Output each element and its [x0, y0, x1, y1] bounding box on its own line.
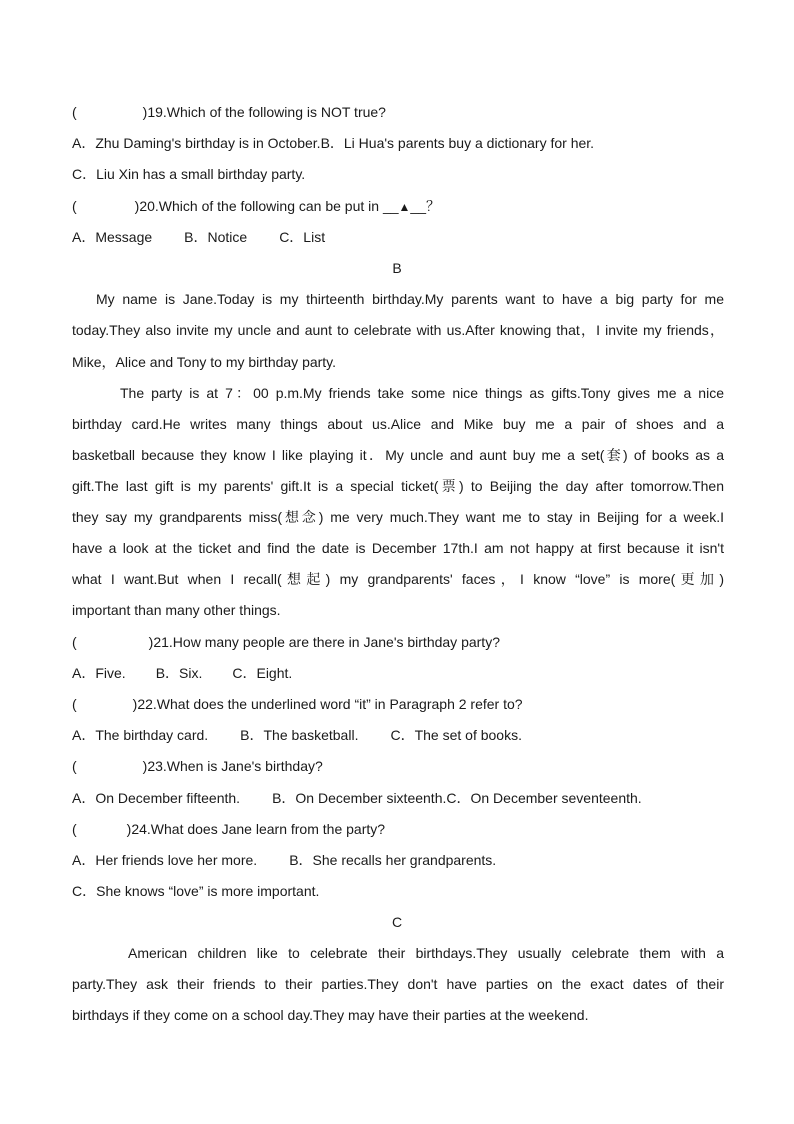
option-c: C．The set of books.	[390, 727, 522, 743]
option-c: C．She knows “love” is more important.	[72, 883, 320, 899]
option-c: C．Eight.	[232, 665, 293, 681]
option-c: C．List	[279, 229, 326, 245]
question-24-options-row-1	[72, 850, 724, 870]
question-21	[72, 632, 724, 652]
option-b: B．Notice	[184, 229, 248, 245]
question-stem: )23.When is Jane's birthday?	[142, 758, 323, 774]
passage-b-line: basketball because they know I like playing it．My uncle and aunt buy me a set(套) of books as a	[72, 447, 724, 463]
blank-left: __	[382, 198, 399, 214]
answer-paren-open: (	[72, 696, 77, 712]
option-a: A．On December fifteenth.	[72, 790, 241, 806]
question-22-options	[72, 725, 724, 745]
blank-right: __	[410, 198, 426, 214]
question-19-options-row-1	[72, 133, 724, 153]
option-b: B．Six.	[155, 665, 203, 681]
option-b: B．On December sixteenth.	[272, 790, 447, 806]
question-22	[72, 694, 724, 714]
passage-b-line: birthday card.He writes many things about us.Alice and Mike buy me a pair of shoes and a	[72, 416, 724, 432]
question-20-options	[72, 227, 724, 247]
option-c: C．Liu Xin has a small birthday party.	[72, 166, 306, 182]
question-20	[72, 196, 724, 217]
option-a: A．Zhu Daming's birthday is in October.	[72, 135, 321, 151]
option-a: A．Her friends love her more.	[72, 852, 258, 868]
passage-b-line: what I want.But when I recall(想起) my grandparents' faces，I know “love” is more(更加)	[72, 571, 724, 587]
option-a: A．Message	[72, 229, 153, 245]
passage-c-line: party.They ask their friends to their parties.They don't have parties on the exact dates of their	[72, 976, 724, 992]
passage-b-line: have a look at the ticket and find the date is December 17th.I am not happy at first because it isn't	[72, 540, 724, 556]
answer-paren-open: (	[72, 104, 77, 120]
section-b-heading: B	[392, 260, 402, 276]
question-24-options-row-2	[72, 881, 724, 901]
passage-b-line: today.They also invite my uncle and aunt to celebrate with us.After knowing that，I invite my friends，	[72, 322, 724, 338]
passage-b-line: The party is at 7：00 p.m.My friends take some nice things as gifts.Tony gives me a nice	[120, 385, 724, 401]
option-a: A．The birthday card.	[72, 727, 209, 743]
question-19	[72, 102, 724, 122]
question-stem: )22.What does the underlined word “it” in Paragraph 2 refer to?	[132, 696, 523, 712]
answer-paren-open: (	[72, 634, 77, 650]
question-mark: ？	[425, 198, 440, 214]
question-23	[72, 756, 724, 776]
passage-b-line: important than many other things.	[72, 602, 281, 618]
question-21-options	[72, 663, 724, 683]
passage-c-line: American children like to celebrate their birthdays.They usually celebrate them with a	[128, 945, 724, 961]
passage-b-line: My name is Jane.Today is my thirteenth birthday.My parents want to have a big party for me	[96, 291, 724, 307]
answer-paren-open: (	[72, 198, 77, 214]
question-24	[72, 819, 724, 839]
option-c: C．On December seventeenth.	[446, 790, 642, 806]
option-a: A．Five.	[72, 665, 126, 681]
question-23-options	[72, 788, 724, 808]
answer-paren-open: (	[72, 821, 77, 837]
question-stem: )21.How many people are there in Jane's birthday party?	[148, 634, 500, 650]
passage-b-line: gift.The last gift is my parents' gift.It is a special ticket(票) to Beijing the day after tomorrow.Then	[72, 478, 724, 494]
option-b: B．Li Hua's parents buy a dictionary for her.	[320, 135, 595, 151]
passage-b-line: they say my grandparents miss(想念) me very much.They want me to stay in Beijing for a week.I	[72, 509, 724, 525]
answer-paren-open: (	[72, 758, 77, 774]
question-stem: )20.Which of the following can be put in	[134, 198, 383, 214]
passage-c-line: birthdays if they come on a school day.They may have their parties at the weekend.	[72, 1007, 589, 1023]
passage-b-line: Mike，Alice and Tony to my birthday party.	[72, 354, 337, 370]
triangle-marker-icon: ▲	[398, 200, 411, 214]
question-stem: )19.Which of the following is NOT true?	[142, 104, 386, 120]
option-b: B．She recalls her grandparents.	[289, 852, 497, 868]
question-stem: )24.What does Jane learn from the party?	[126, 821, 386, 837]
question-19-options-row-2	[72, 164, 724, 184]
option-b: B．The basketball.	[240, 727, 359, 743]
section-c-heading: C	[391, 914, 403, 930]
